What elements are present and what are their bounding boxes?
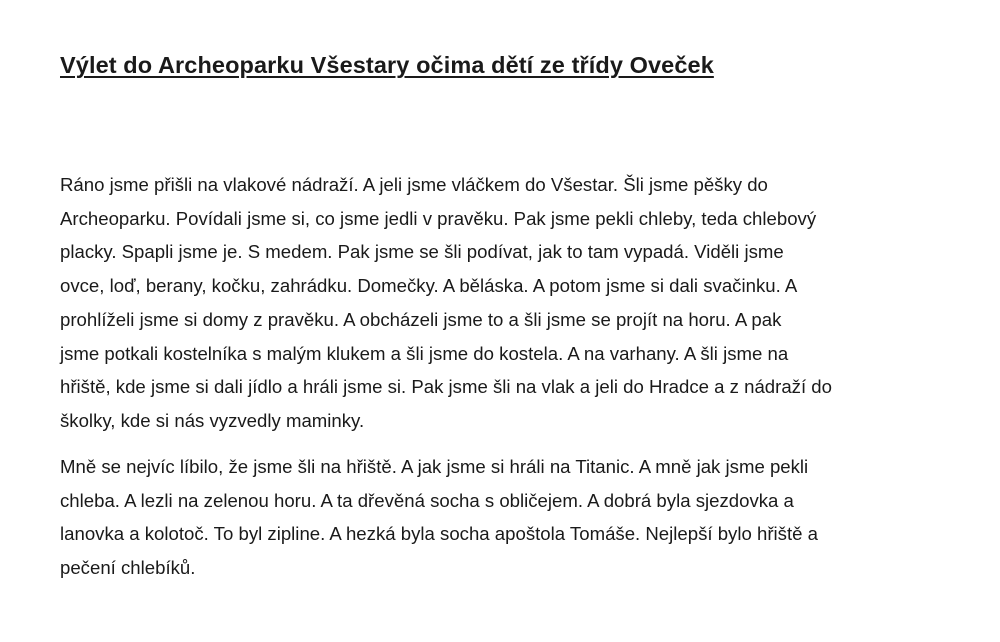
paragraph-2 xyxy=(60,450,960,585)
document-title: Výlet do Archeoparku Všestary očima dětí ze třídy Oveček xyxy=(60,52,714,78)
text-line: jsme potkali kostelníka s malým klukem a šli jsme do kostela. A na varhany. A šli jsme na xyxy=(60,342,789,364)
text-line: školky, kde si nás vyzvedly maminky. xyxy=(60,409,365,431)
text-line: ovce, loď, berany, kočku, zahrádku. Domečky. A běláska. A potom jsme si dali svačinku. A xyxy=(60,275,798,297)
text-line: placky. Spapli jsme je. S medem. Pak jsme se šli podívat, jak to tam vypadá. Viděli jsme xyxy=(60,241,784,263)
text-line: lanovka a kolotoč. To byl zipline. A hezká byla socha apoštola Tomáše. Nejlepší bylo hřiště a xyxy=(60,523,818,545)
paragraph-1 xyxy=(60,168,960,438)
text-line: pečení chlebíků. xyxy=(60,557,196,579)
text-line: Ráno jsme přišli na vlakové nádraží. A jeli jsme vláčkem do Všestar. Šli jsme pěšky do xyxy=(60,174,768,195)
text-line: Archeoparku. Povídali jsme si, co jsme jedli v pravěku. Pak jsme pekli chleby, teda chlebový xyxy=(60,207,817,229)
text-line: prohlíželi jsme si domy z pravěku. A obcházeli jsme to a šli jsme se projít na horu. A pak xyxy=(60,308,782,330)
text-line: hřiště, kde jsme si dali jídlo a hráli jsme si. Pak jsme šli na vlak a jeli do Hradce a z nádraží do xyxy=(60,376,832,398)
text-line: chleba. A lezli na zelenou horu. A ta dřevěná socha s obličejem. A dobrá byla sjezdovka a xyxy=(60,489,794,511)
text-line: Mně se nejvíc líbilo, že jsme šli na hřiště. A jak jsme si hráli na Titanic. A mně jak jsme pekli xyxy=(60,456,809,477)
